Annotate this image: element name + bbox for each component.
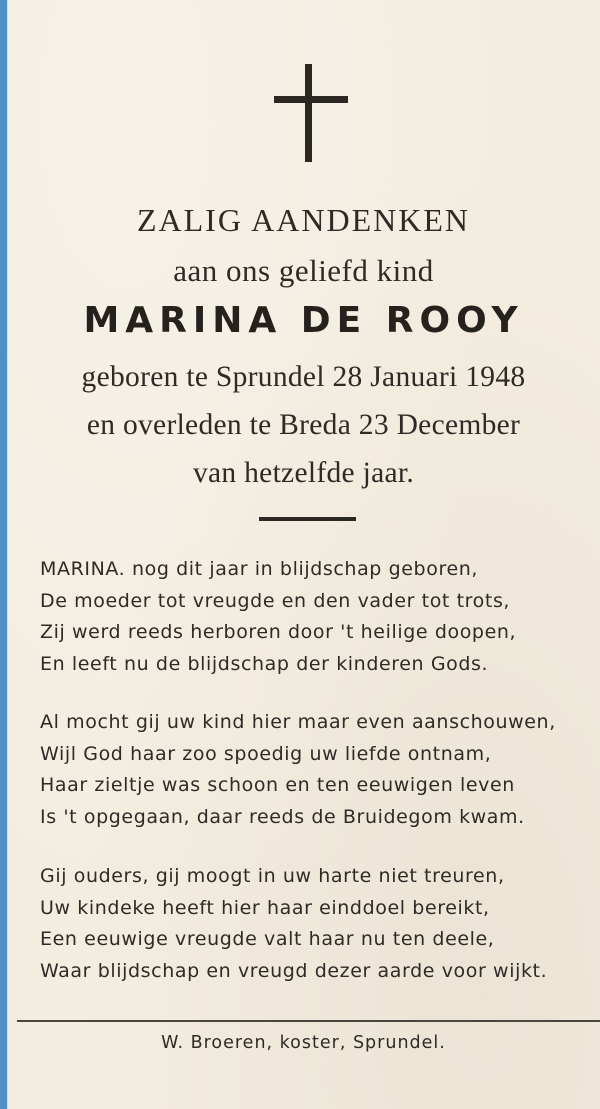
poem-line: MARINA. nog dit jaar in blijdschap geboren, — [40, 558, 479, 580]
poem-line: Al mocht gij uw kind hier maar even aanschouwen, — [40, 711, 556, 733]
poem-line: Zij werd reeds herboren door 't heilige doopen, — [40, 621, 517, 643]
poem-line: Gij ouders, gij moogt in uw harte niet treuren, — [40, 865, 505, 887]
poem-line: Uw kindeke heeft hier haar einddoel bereikt, — [40, 896, 490, 919]
cross-vertical-bar — [305, 64, 312, 162]
footer-rule — [17, 1020, 600, 1022]
card-subheader: aan ons geliefd kind — [173, 253, 434, 288]
poem-line: Is 't opgegaan, daar reeds de Bruidegom kwam. — [40, 805, 525, 828]
divider-rule — [259, 517, 356, 521]
death-line: en overleden te Breda 23 December — [86, 409, 521, 441]
poem-line: Wijl God haar zoo spoedig uw liefde ontnam, — [40, 742, 492, 765]
memorial-card — [7, 0, 600, 1109]
poem-line: Waar blijdschap en vreugd dezer aarde voor wijkt. — [40, 959, 548, 982]
poem-line: Haar zieltje was schoon en ten eeuwigen leven — [40, 774, 515, 796]
cross-horizontal-bar — [274, 96, 348, 103]
birth-line: geboren te Sprundel 28 Januari 1948 — [81, 361, 526, 393]
cross-icon — [274, 64, 348, 162]
same-year-line: van hetzelfde jaar. — [192, 457, 415, 489]
poem-line: En leeft nu de blijdschap der kinderen Gods. — [40, 652, 489, 675]
poem-stanza-3 — [40, 861, 600, 987]
printer-credit: W. Broeren, koster, Sprundel. — [161, 1033, 446, 1053]
poem-line: De moeder tot vreugde en den vader tot trots, — [40, 589, 511, 612]
poem-stanza-1 — [40, 554, 600, 680]
deceased-name: MARINA DE ROOY — [83, 300, 524, 341]
poem-stanza-2 — [40, 707, 600, 833]
card-header: ZALIG AANDENKEN — [136, 202, 471, 238]
poem-line: Een eeuwige vreugde valt haar nu ten deele, — [40, 928, 495, 950]
